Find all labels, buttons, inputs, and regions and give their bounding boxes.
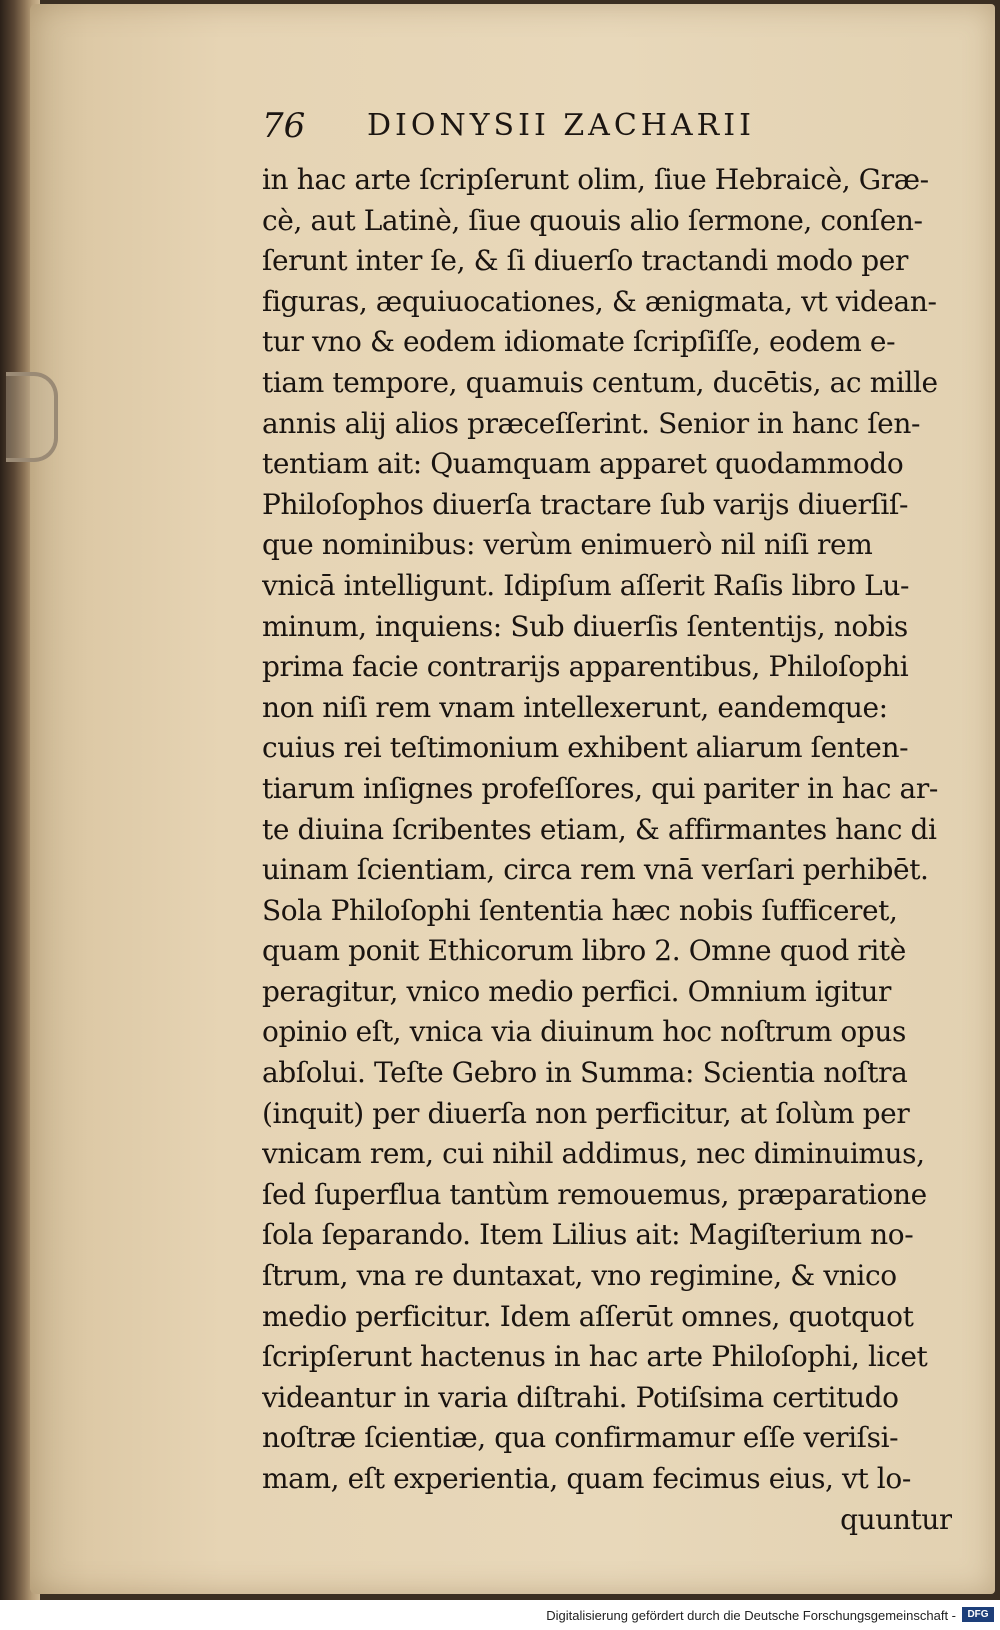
text-line: non niſi rem vnam intellexerunt, eandemque: [262,690,888,724]
clasp-tab [6,372,58,462]
text-line: opinio eſt, vnica via diuinum hoc noſtrum opus [262,1015,906,1049]
text-line: te diuina ſcribentes etiam, & affirmantes hanc di [262,812,937,846]
text-line: vnicā intelligunt. Idipſum aſſerit Raſis libro Lu- [262,568,910,602]
text-line: ſed ſuperflua tantùm remouemus, præparatione [262,1177,927,1211]
catchword: quuntur [840,1502,952,1536]
text-line: ſerunt inter ſe, & ſi diuerſo tractandi modo per [262,244,908,278]
text-line: tiarum inſignes profeſſores, qui pariter in hac ar- [262,771,938,805]
text-line: cè, aut Latinè, ſiue quouis alio ſermone, conſen- [262,203,923,237]
text-line: ſola ſeparando. Item Lilius ait: Magiſterium no- [262,1218,914,1252]
text-line: cuius rei teſtimonium exhibent aliarum ſenten- [262,731,909,765]
text-line: tur vno & eodem idiomate ſcripſiſſe, eodem e- [262,325,896,359]
text-line: medio perficitur. Idem aſſerūt omnes, quotquot [262,1299,914,1333]
text-line: tentiam ait: Quamquam apparet quodammodo [262,447,904,481]
body-text [262,160,952,1540]
text-line: uinam ſcientiam, circa rem vnā verſari perhibēt. [262,853,929,887]
text-line: annis alij alios præceſſerint. Senior in hanc ſen- [262,406,921,440]
page-header [262,106,942,152]
text-line: ſtrum, vna re duntaxat, vno regimine, & vnico [262,1259,897,1293]
text-line: Philoſophos diuerſa tractare ſub varijs diuerſiſ- [262,487,909,521]
text-line: peragitur, vnico medio perfici. Omnium igitur [262,974,891,1008]
text-line: quam ponit Ethicorum libro 2. Omne quod ritè [262,934,906,968]
dfg-logo: DFG [962,1607,994,1622]
text-line: minum, inquiens: Sub diuerſis ſententijs, nobis [262,609,908,643]
text-line: videantur in varia diſtrahi. Potiſsima certitudo [262,1380,899,1414]
footer-bar [0,1600,1000,1630]
running-head: DIONYSII ZACHARII [367,108,755,143]
text-line: vnicam rem, cui nihil addimus, nec diminuimus, [262,1137,925,1171]
text-line: que nominibus: verùm enimuerò nil niſi rem [262,528,873,562]
text-line: Sola Philoſophi ſententia hæc nobis ſufficeret, [262,893,898,927]
text-line: tiam tempore, quamuis centum, ducētis, ac mille [262,365,938,399]
text-line: ſcripſerunt hactenus in hac arte Philoſophi, licet [262,1340,928,1374]
text-line: (inquit) per diuerſa non perficitur, at ſolùm per [262,1096,910,1130]
text-line: prima facie contrarijs apparentibus, Philoſophi [262,650,909,684]
page-number: 76 [262,106,306,146]
text-line: noſtræ ſcientiæ, qua confirmamur eſſe veriſsi- [262,1421,899,1455]
text-line: in hac arte ſcripſerunt olim, ſiue Hebraicè, Græ- [262,163,929,196]
funding-credit: Digitalisierung gefördert durch die Deutsche Forschungsgemeinschaft - [546,1608,956,1623]
text-line: figuras, æquiuocationes, & ænigmata, vt videan- [262,284,937,318]
text-line: abſolui. Teſte Gebro in Summa: Scientia noſtra [262,1056,908,1090]
text-line: mam, eſt experientia, quam fecimus eius, vt lo- [262,1462,911,1495]
